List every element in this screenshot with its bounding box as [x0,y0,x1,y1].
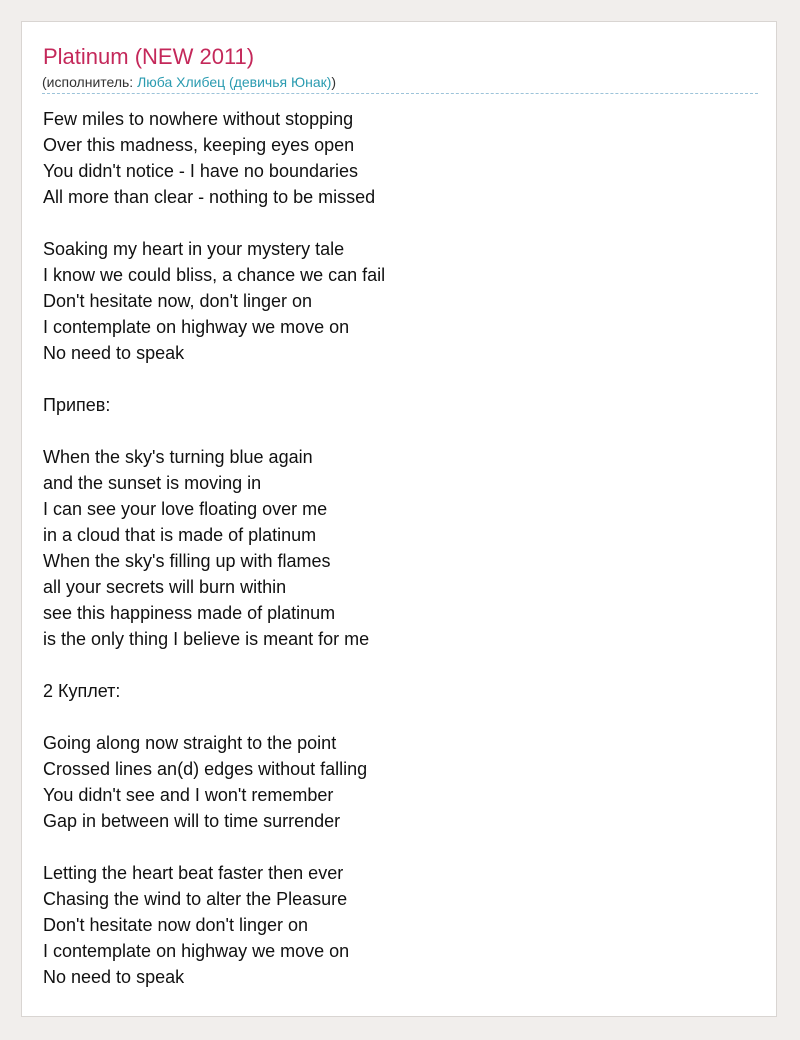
lyric-line: When the sky's filling up with flames [43,551,331,571]
stanza-gap [43,652,743,678]
lyric-line: and the sunset is moving in [43,473,262,493]
lyrics-card [21,21,777,1017]
artist-link[interactable]: Люба Хлибец (девичья Юнак) [137,74,332,90]
song-title: Platinum (NEW 2011) [43,44,255,69]
lyric-line: see this happiness made of platinum [43,603,336,623]
lyric-line: All more than clear - nothing to be missed [43,187,376,207]
lyric-line: Crossed lines an(d) edges without falling [43,759,368,779]
lyric-line: Over this madness, keeping eyes open [43,135,355,155]
stanza-gap [43,418,743,444]
lyric-line: No need to speak [43,967,185,987]
lyric-line: Don't hesitate now don't linger on [43,915,309,935]
stanza-gap [43,210,743,236]
stanza-gap [43,366,743,392]
lyric-line: Don't hesitate now, don't linger on [43,291,313,311]
lyric-line: I can see your love floating over me [43,499,328,519]
stanza-gap [43,834,743,860]
lyric-line: Going along now straight to the point [43,733,337,753]
artist-suffix: ) [331,74,337,90]
lyric-line: in a cloud that is made of platinum [43,525,317,545]
lyric-line: When the sky's turning blue again [43,447,313,467]
lyric-line: Soaking my heart in your mystery tale [43,239,345,259]
lyric-line: I contemplate on highway we move on [43,317,350,337]
lyric-line: Chasing the wind to alter the Pleasure [43,889,348,909]
lyric-line: is the only thing I believe is meant for me [43,629,370,649]
lyrics-body [43,106,743,990]
lyric-line: You didn't see and I won't remember [43,785,334,805]
lyric-line: Gap in between will to time surrender [43,811,341,831]
artist-prefix: (исполнитель: [42,74,138,90]
lyric-line: You didn't notice - I have no boundaries [43,161,358,181]
lyric-line: 2 Куплет: [43,681,121,701]
stanza-gap [43,704,743,730]
lyric-line: I contemplate on highway we move on [43,941,350,961]
artist-line [42,74,758,94]
lyric-line: No need to speak [43,343,185,363]
lyric-line: all your secrets will burn within [43,577,287,597]
lyric-line: Припев: [43,395,111,415]
lyric-line: Letting the heart beat faster then ever [43,863,344,883]
lyric-line: Few miles to nowhere without stopping [43,109,354,129]
lyric-line: I know we could bliss, a chance we can fail [43,265,386,285]
